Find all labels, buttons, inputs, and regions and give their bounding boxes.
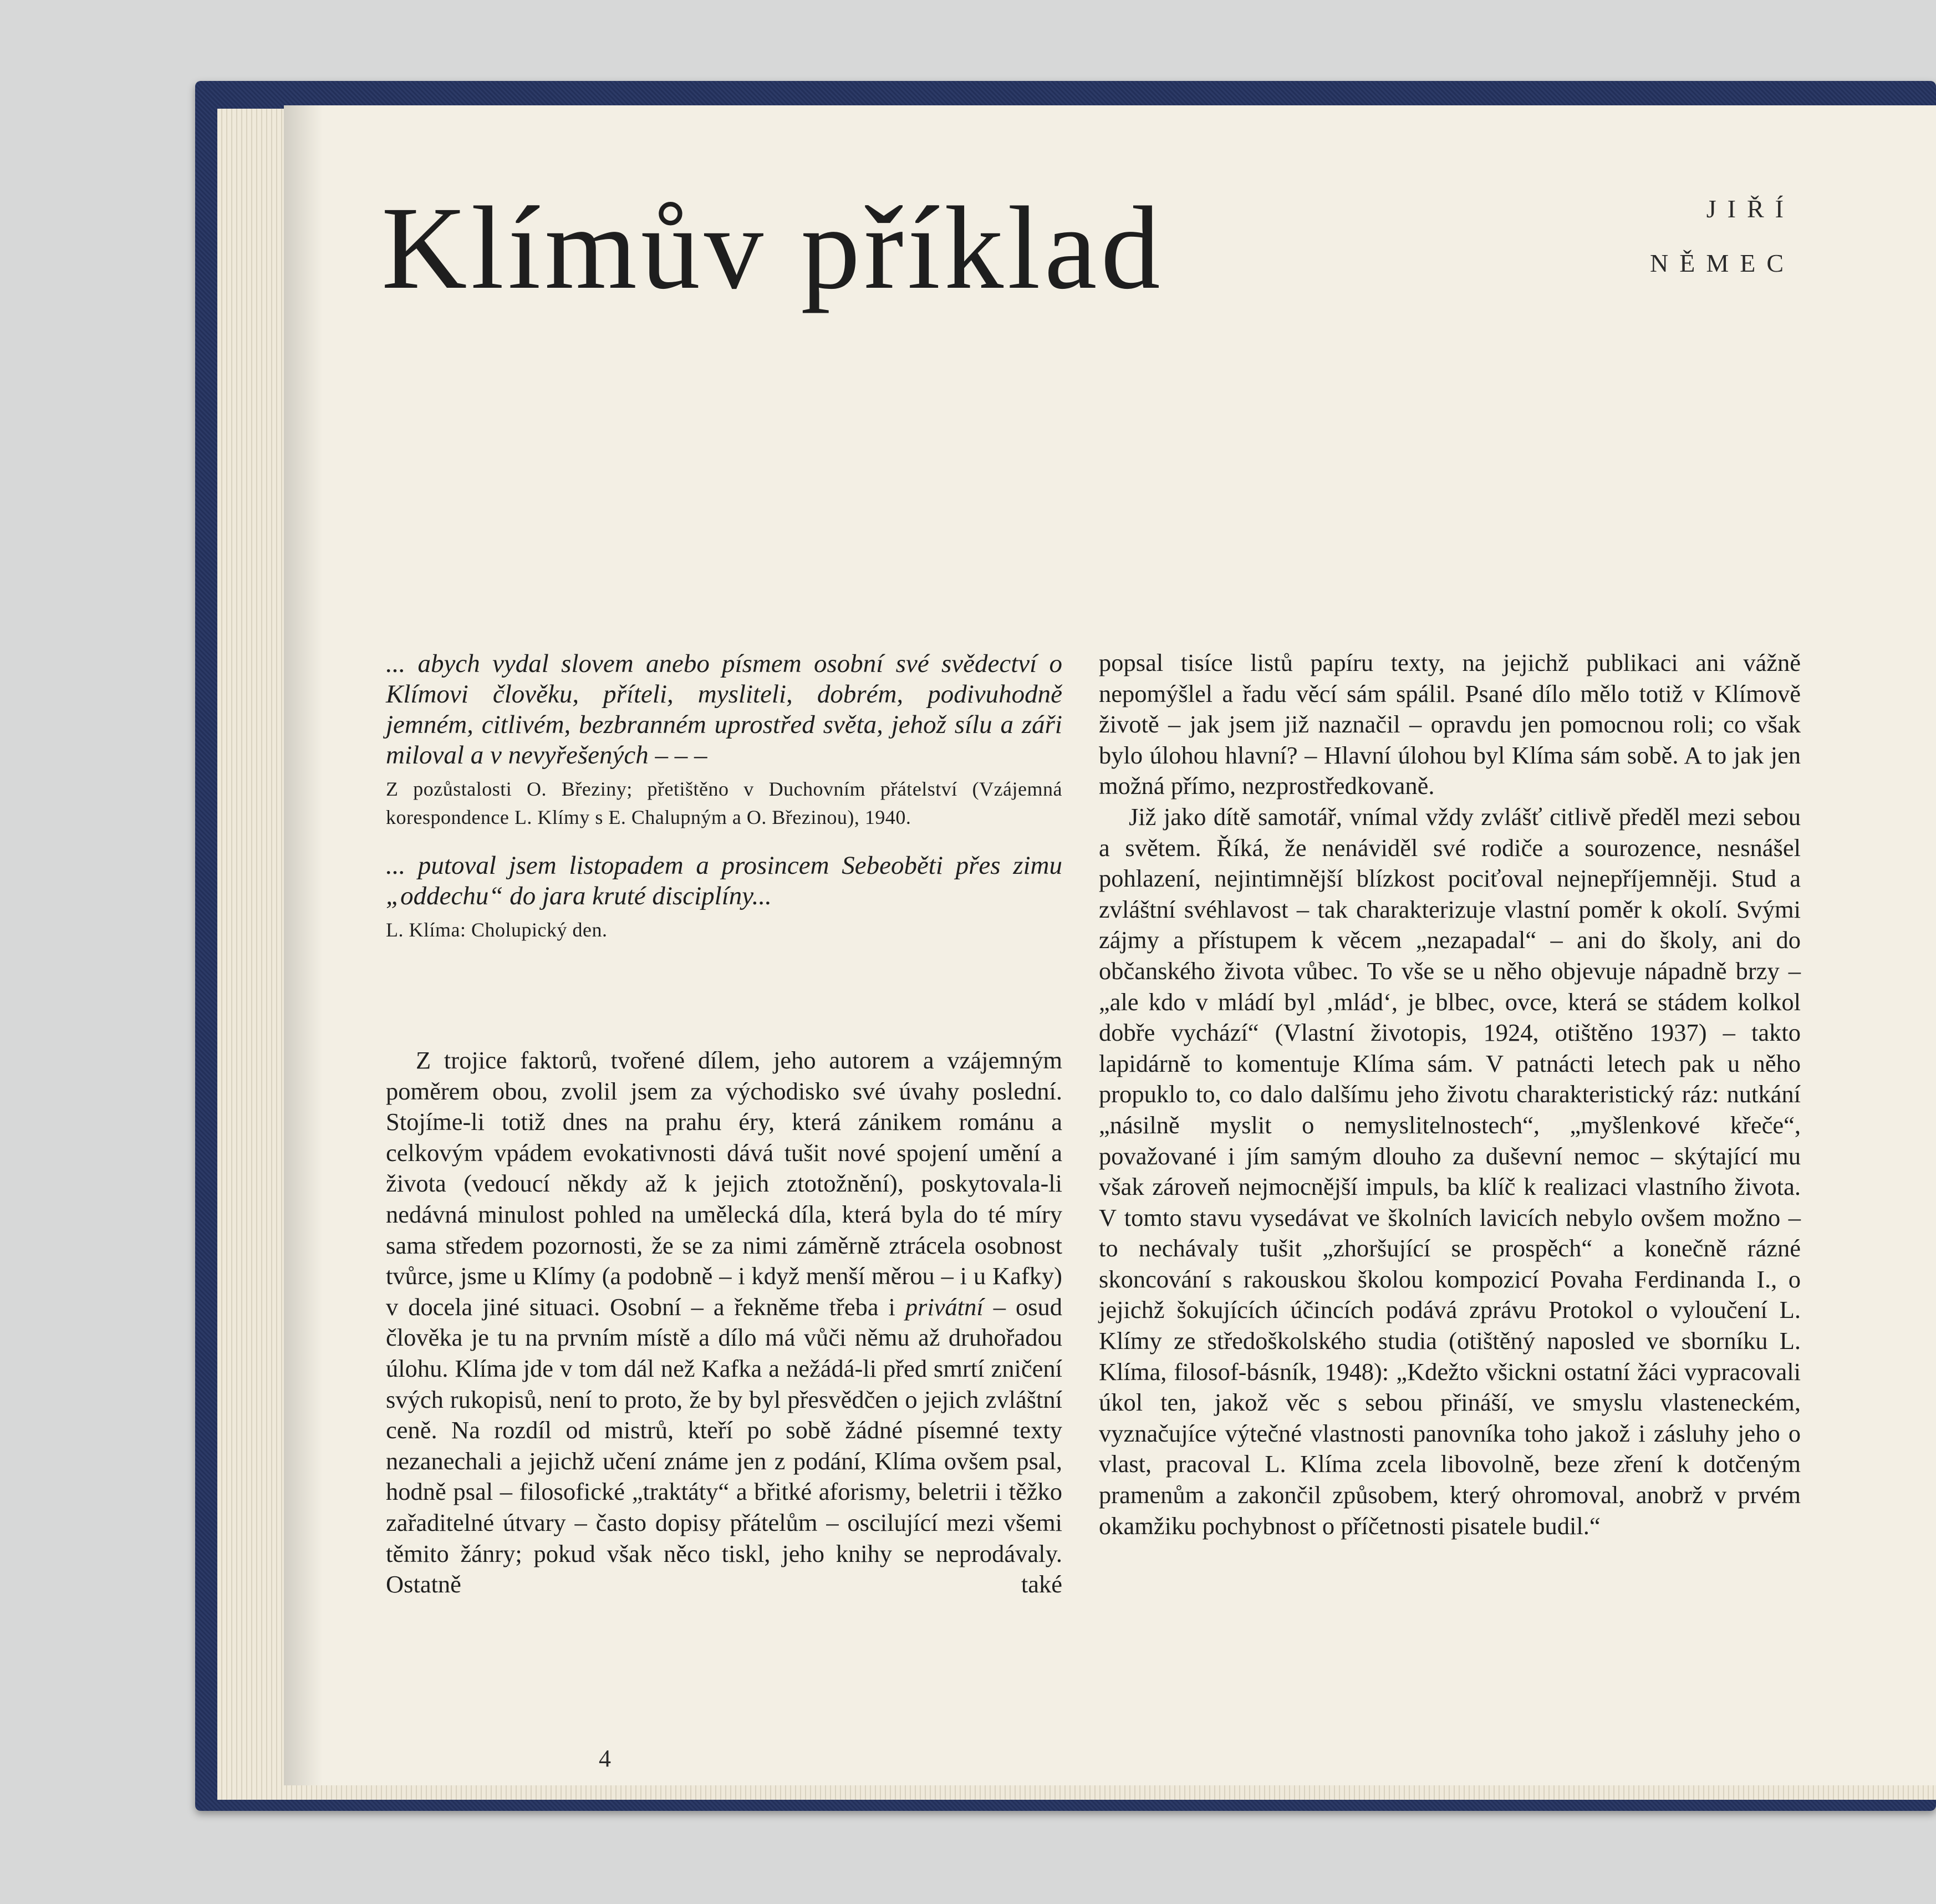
body-paragraph-2: Již jako dítě samotář, vnímal vždy zvlášť citlivě předěl mezi sebou a světem. Říká, že nenáviděl své rodiče a sourozence, nesnášel pohlazení, nejintimnější blízkost pociťoval nejnepříjemněji. Stud a zvláštní svéhlavost – tak charakterizuje vlastní poměr k okolí. Svými zájmy a přístupem k věcem „nezapadal“ – ani do školy, ani do občanského života vůbec. To vše se u něho objevuje nápadně brzy – „ale kdo v mládí byl ‚mlád‘, je blbec, ovce, která se stádem kolkol dobře vychází“ (Vlastní životopis, 1924, otištěno 1937) – takto lapidárně to komentuje Klíma sám. V patnácti letech pak u něho propuklo to, co dalo dalšímu jeho životu charakteristický ráz: nutkání „násilně myslit o nemyslitelnostech“, „myšlenkové křeče“, považované i jím samým dlouho za duševní nemoc – skýtající mu však zároveň nejmocnější impuls, ba klíč k realizaci vlastního života. V tomto stavu vysedávat ve školních lavicích nebylo ovšem možno – to nechávaly tušit „zhoršující se prospěch“ a konečně rázné skoncování s rakouskou školou kompozicí Povaha Ferdinanda I., o jejichž šokujících účincích podává zprávu Protokol o vyloučení L. Klímy ze středoškolského studia (otištěný naposled ve sborníku L. Klíma, filosof-básník, 1948): „Kdežto všickni ostatní žáci vypracovali úkol ten, jakož věc s sebou přináší, ve smyslu vlasteneckém, vyznačujíce výtečné vlastnosti panovníka toho jakož i zásluhy jeho o vlast, pracoval L. Klíma zcela libovolně, beze zření k dotčeným pramenům a zakončil způsobem, který ohromoval, anobrž v prvém okamžiku pochybnost o příčetnosti pisatele budil.“ — [1099, 802, 1801, 1540]
body-column-right — [1099, 648, 1801, 1541]
gutter-shadow — [284, 105, 323, 1785]
body-paragraph-continued: popsal tisíce listů papíru texty, na jejichž publikaci ani vážně nepomýšlel a řadu věcí sám spálil. Psané dílo mělo totiž v Klímově životě – jak jsem již naznačil – opravdu jen pomocnou roli; co však bylo úlohou hlavní? – Hlavní úlohou byl Klíma sám sobě. A to jak jen možná přímo, nezprostředkovaně. — [1099, 649, 1801, 800]
body-text: Z trojice faktorů, tvořené dílem, jeho autorem a vzájemným poměrem obou, zvolil jsem za východisko své úvahy poslední. Stojíme-li totiž dnes na prahu éry, která zánikem románu a celkovým vpádem evokativnosti dává tušit nové spojení umění a života (vedoucí někdy až k jejich ztotožnění), poskytovala-li nedávná minulost pohled na umělecká díla, která byla do té míry sama středem pozornosti, že se za nimi záměrně ztrácela osobnost tvůrce, jsme u Klímy (a podobně – i když menší měrou – i u Kafky) v docela jiné situaci. Osobní – a řekněme třeba i — [386, 1046, 1062, 1321]
emphasis-text: privátní — [905, 1292, 984, 1321]
epigraph-quote-1: ... abych vydal slovem anebo písmem osobní své svědectví o Klímovi člověku, příteli, mysliteli, dobrém, podivuhodně jemném, citlivém, bezbranném uprostřed světa, jehož sílu a záři miloval a v nevyřešených – – – — [386, 649, 1062, 770]
author-last-name: NĚMEC — [1650, 249, 1795, 277]
body-paragraph-1 — [386, 1045, 1062, 1600]
epigraph-quote-2: ... putoval jsem listopadem a prosincem Sebeoběti přes zimu „oddechu“ do jara kruté disciplíny... — [386, 851, 1062, 910]
epigraph-source-1: Z pozůstalosti O. Březiny; přetištěno v Duchovním přátelství (Vzájemná korespondence L. Klímy s E. Chalupným a O. Březinou), 1940. — [386, 778, 1062, 828]
epigraph-block — [386, 649, 1062, 944]
body-column-left — [386, 1045, 1062, 1600]
article-title: Klímův příklad — [381, 182, 1164, 314]
body-text: – osud člověka je tu na prvním místě a dílo má vůči němu až druhořadou úlohu. Klíma jde v tom dál než Kafka a nežádá-li před smrtí zničení svých rukopisů, není to proto, že by byl přesvědčen o jejich zvláštní ceně. Na rozdíl od mistrů, kteří po sobě žádné písemné texty nezanechali a jejichž učení známe jen z podání, Klíma ovšem psal, hodně psal – filosofické „traktáty“ a břitké aforismy, beletrii i těžko zařaditelné útvary – často dopisy přátelům – oscilující mezi všemi těmito žánry; pokud však něco tiskl, jeho knihy se neprodávaly. Ostatně také — [386, 1292, 1063, 1598]
epigraph-source-2: L. Klíma: Cholupický den. — [386, 919, 608, 941]
page-number: 4 — [599, 1745, 611, 1772]
author-first-name: JIŘÍ — [1706, 195, 1795, 223]
